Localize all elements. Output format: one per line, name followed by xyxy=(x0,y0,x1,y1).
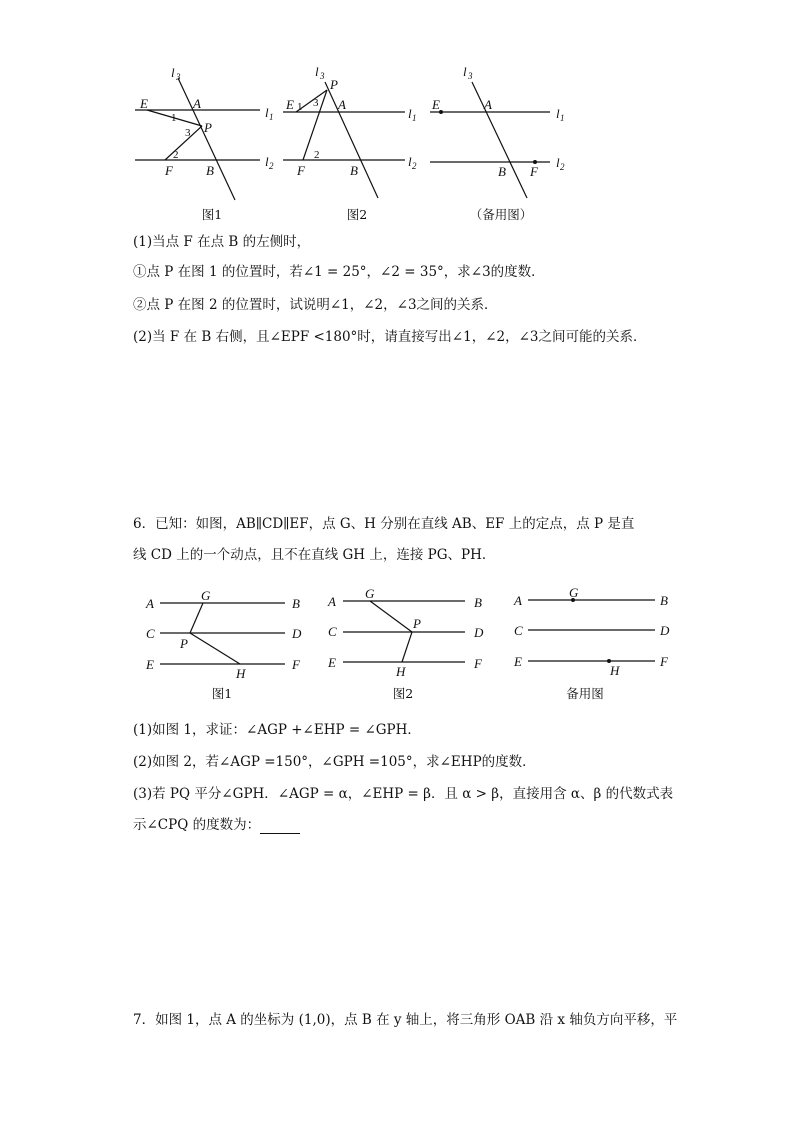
fig2-label-A: A xyxy=(338,97,346,112)
p6-fig1-label-A: A xyxy=(146,596,154,611)
fig2-angle-3: 3 xyxy=(313,97,319,109)
p6-fig1-segment-GP xyxy=(190,603,203,633)
fig2-label-B: B xyxy=(350,163,358,178)
p6-fig2-label-D: D xyxy=(474,625,484,640)
p6-fig1-label-P: P xyxy=(180,636,188,651)
fig1-label-l3: l xyxy=(171,65,175,80)
p6-figure-spare xyxy=(528,600,655,661)
fig2-label-l1: l xyxy=(408,106,412,121)
fig1-label-l2-sub: 2 xyxy=(269,161,274,171)
p5-question-2: (2)当 F 在 B 右侧，且∠EPF <180°时，请直接写出∠1，∠2，∠3之间可能的关系． xyxy=(133,329,647,345)
p6-answer-blank[interactable] xyxy=(260,819,300,834)
p6-fig1-label-F: F xyxy=(292,657,300,672)
fig2-label-P: P xyxy=(330,77,338,92)
problem5-figures xyxy=(0,0,794,230)
p5-caption-fig2: 图2 xyxy=(346,207,368,222)
p6-spare-label-E: E xyxy=(514,654,522,669)
p6-fig2-label-E: E xyxy=(328,655,336,670)
p5-question-1: (1)当点 F 在点 B 的左侧时， xyxy=(133,234,311,250)
p6-fig1-label-E: E xyxy=(146,657,154,672)
p6-fig2-segment-GP xyxy=(370,601,412,632)
p5-caption-spare: （备用图） xyxy=(469,207,533,222)
p6-question-3-line-2 xyxy=(133,816,300,834)
p6-fig1-label-B: B xyxy=(292,596,300,611)
fig2-label-l2: l xyxy=(408,154,412,169)
p6-caption-spare: 备用图 xyxy=(566,686,604,701)
p6-fig1-label-G: G xyxy=(201,588,211,603)
p6-spare-label-H: H xyxy=(610,663,620,678)
p6-spare-label-B: B xyxy=(660,593,668,608)
spare-line-l3 xyxy=(472,82,527,198)
fig1-label-l1-sub: 1 xyxy=(269,112,274,122)
p5-caption-fig1: 图1 xyxy=(201,207,223,222)
spare-label-B: B xyxy=(498,164,506,179)
p6-figure-1 xyxy=(160,603,285,664)
p6-question-3-line-1: (3)若 PQ 平分∠GPH．∠AGP = α，∠EHP = β．且 α > β，直接用含 α、β 的代数式表 xyxy=(133,786,674,802)
fig1-angle-3: 3 xyxy=(185,127,191,139)
p6-fig2-label-H: H xyxy=(396,664,406,679)
p7-intro-line-1: 7．如图 1，点 A 的坐标为 (1,0)，点 B 在 y 轴上，将三角形 OAB 沿 x 轴负方向平移，平 xyxy=(133,1012,678,1028)
p6-question-1: (1)如图 1，求证：∠AGP +∠EHP = ∠GPH． xyxy=(133,722,421,738)
fig1-label-A: A xyxy=(193,96,201,111)
fig2-line-l3 xyxy=(325,82,378,198)
p5-question-1a: ①点 P 在图 1 的位置时，若∠1 = 25°，∠2 = 35°，求∠3的度数． xyxy=(133,264,545,280)
p6-fig2-label-F: F xyxy=(474,656,482,671)
p6-fig1-label-H: H xyxy=(236,666,246,681)
spare-label-F: F xyxy=(530,164,538,179)
spare-label-A: A xyxy=(484,97,492,112)
p5-question-1b: ②点 P 在图 2 的位置时，试说明∠1，∠2，∠3之间的关系． xyxy=(133,297,498,313)
p6-spare-label-F: F xyxy=(660,654,668,669)
p6-fig2-label-G: G xyxy=(365,586,375,601)
p6-intro-line-2: 线 CD 上的一个动点，且不在直线 GH 上，连接 PG、PH． xyxy=(133,547,496,563)
p6-fig2-segment-PH xyxy=(402,632,412,662)
fig1-angle-1: 1 xyxy=(171,112,177,124)
fig1-label-B: B xyxy=(206,163,214,178)
p6-spare-label-D: D xyxy=(660,623,670,638)
spare-label-l1: l xyxy=(556,106,560,121)
p6-spare-label-G: G xyxy=(569,585,579,600)
spare-label-l1-sub: 1 xyxy=(560,113,565,123)
fig1-line-l3 xyxy=(178,78,235,200)
fig2-label-l1-sub: 1 xyxy=(412,113,417,123)
p6-spare-label-A: A xyxy=(514,593,522,608)
p6-caption-fig1: 图1 xyxy=(211,686,233,701)
p6-question-2: (2)如图 2，若∠AGP =150°，∠GPH =105°，求∠EHP的度数． xyxy=(133,754,536,770)
p6-fig1-label-C: C xyxy=(146,626,155,641)
fig1-label-l3-sub: 3 xyxy=(176,72,181,82)
fig2-angle-2: 2 xyxy=(314,149,320,161)
p6-fig1-label-D: D xyxy=(292,626,302,641)
spare-label-l3-sub: 3 xyxy=(468,71,473,81)
fig1-label-F: F xyxy=(165,163,173,178)
spare-label-l3: l xyxy=(463,64,467,79)
fig1-label-l2: l xyxy=(265,154,269,169)
fig1-label-E: E xyxy=(140,96,148,111)
fig2-label-E: E xyxy=(286,97,294,112)
fig2-label-l3-sub: 3 xyxy=(320,71,325,81)
p6-fig1-segment-PH xyxy=(190,633,240,664)
p6-fig2-label-B: B xyxy=(474,595,482,610)
spare-label-E: E xyxy=(432,97,440,112)
p6-intro-line-1: 6．已知：如图，AB∥CD∥EF，点 G、H 分别在直线 AB、EF 上的定点，点 P 是直 xyxy=(133,516,635,532)
fig1-label-l1: l xyxy=(265,105,269,120)
p6-question-3-text: 示∠CPQ 的度数为： xyxy=(133,817,261,833)
spare-label-l2: l xyxy=(556,155,560,170)
fig1-label-P: P xyxy=(204,120,212,135)
p6-fig2-label-P: P xyxy=(413,616,421,631)
fig2-label-l3: l xyxy=(315,64,319,79)
spare-label-l2-sub: 2 xyxy=(560,162,565,172)
p6-fig2-label-A: A xyxy=(328,594,336,609)
fig2-label-l2-sub: 2 xyxy=(412,161,417,171)
p6-spare-label-C: C xyxy=(514,623,523,638)
fig1-angle-2: 2 xyxy=(173,149,179,161)
fig2-label-F: F xyxy=(297,163,305,178)
fig2-angle-1: 1 xyxy=(297,101,303,113)
p6-fig2-label-C: C xyxy=(328,624,337,639)
p6-figure-2 xyxy=(343,601,465,662)
fig1-segment-PF xyxy=(165,126,202,160)
p6-caption-fig2: 图2 xyxy=(392,686,414,701)
